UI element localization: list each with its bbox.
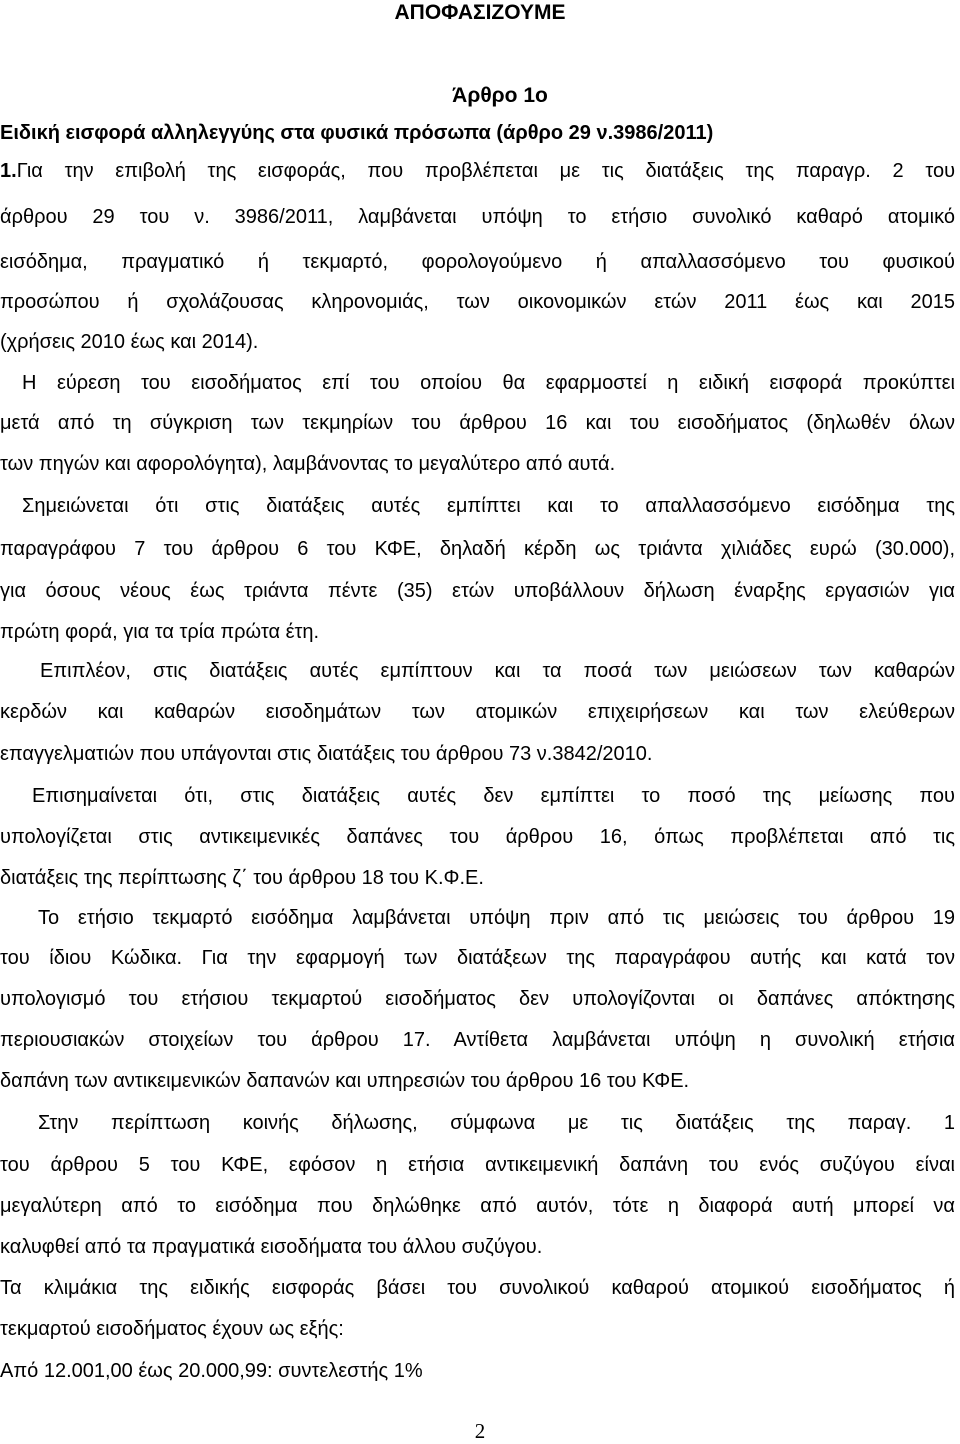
paragraph-1-line: προσώπου ή σχολάζουσας κληρονομιάς, των οικονομικών ετών 2011 έως και 2015: [0, 291, 955, 313]
paragraph-7-line: καλυφθεί από τα πραγματικά εισοδήματα του άλλου συζύγου.: [0, 1236, 543, 1258]
article-subtitle: Ειδική εισφορά αλληλεγγύης στα φυσικά πρόσωπα (άρθρο 29 ν.3986/2011): [0, 122, 714, 144]
paragraph-5-line: Επισημαίνεται ότι, στις διατάξεις αυτές δεν εμπίπτει το ποσό της μείωσης που: [32, 785, 955, 807]
paragraph-7-line: του άρθρου 5 του ΚΦΕ, εφόσον η ετήσια αντικειμενική δαπάνη του ενός συζύγου είναι: [0, 1154, 955, 1176]
paragraph-3-line: παραγράφου 7 του άρθρου 6 του ΚΦΕ, δηλαδή κέρδη ως τριάντα χιλιάδες ευρώ (30.000),: [0, 538, 955, 560]
paragraph-3-line: για όσους νέους έως τριάντα πέντε (35) ετών υποβάλλουν δήλωση έναρξης εργασιών για: [0, 580, 955, 602]
paragraph-7-line: μεγαλύτερη από το εισόδημα που δηλώθηκε από αυτόν, τότε η διαφορά αυτή μπορεί να: [0, 1195, 955, 1217]
paragraph-6-line: υπολογισμό του ετήσιου τεκμαρτού εισοδήματος δεν υπολογίζονται οι δαπάνες απόκτησης: [0, 988, 955, 1010]
paragraph-5-line: διατάξεις της περίπτωσης ζ΄ του άρθρου 18 του Κ.Φ.Ε.: [0, 867, 484, 889]
paragraph-2-line: των πηγών και αφορολόγητα), λαμβάνοντας το μεγαλύτερο από αυτά.: [0, 453, 616, 475]
document-heading: ΑΠΟΦΑΣΙΖΟΥΜΕ: [394, 1, 566, 24]
paragraph-6-line: περιουσιακών στοιχείων του άρθρου 17. Αντίθετα λαμβάνεται υπόψη η συνολική ετήσια: [0, 1029, 955, 1051]
rate-line: Από 12.001,00 έως 20.000,99: συντελεστής 1%: [0, 1360, 423, 1382]
article-title: Άρθρο 1ο: [452, 84, 548, 107]
paragraph-1-line: άρθρου 29 του ν. 3986/2011, λαμβάνεται υπόψη το ετήσιο συνολικό καθαρό ατομικό: [0, 206, 955, 228]
paragraph-3-line: Σημειώνεται ότι στις διατάξεις αυτές εμπίπτει και το απαλλασσόμενο εισόδημα της: [22, 495, 955, 517]
paragraph-3-line: πρώτη φορά, για τα τρία πρώτα έτη.: [0, 621, 320, 643]
paragraph-4-line: κερδών και καθαρών εισοδημάτων των ατομικών επιχειρήσεων και των ελεύθερων: [0, 701, 955, 723]
paragraph-8-line: Τα κλιμάκια της ειδικής εισφοράς βάσει του συνολικού καθαρού ατομικού εισοδήματος ή: [0, 1277, 955, 1299]
paragraph-1-line: 1.Για την επιβολή της εισφοράς, που προβλέπεται με τις διατάξεις της παραγρ. 2 του: [0, 160, 955, 182]
paragraph-6-line: του ίδιου Κώδικα. Για την εφαρμογή των διατάξεων της παραγράφου αυτής και κατά τον: [0, 947, 955, 969]
paragraph-6-line: Το ετήσιο τεκμαρτό εισόδημα λαμβάνεται υπόψη πριν από τις μειώσεις του άρθρου 19: [38, 907, 955, 929]
paragraph-1-line: (χρήσεις 2010 έως και 2014).: [0, 331, 259, 353]
paragraph-4-line: Επιπλέον, στις διατάξεις αυτές εμπίπτουν και τα ποσά των μειώσεων των καθαρών: [40, 660, 955, 682]
paragraph-2-line: μετά από τη σύγκριση των τεκμηρίων του άρθρου 16 και του εισοδήματος (δηλωθέν όλων: [0, 412, 955, 434]
paragraph-7-line: Στην περίπτωση κοινής δήλωσης, σύμφωνα με τις διατάξεις της παραγ. 1: [38, 1112, 955, 1134]
paragraph-2-line: Η εύρεση του εισοδήματος επί του οποίου θα εφαρμοστεί η ειδική εισφορά προκύπτει: [22, 372, 955, 394]
paragraph-1-line: εισόδημα, πραγματικό ή τεκμαρτό, φορολογούμενο ή απαλλασσόμενο του φυσικού: [0, 251, 955, 273]
paragraph-8-line: τεκμαρτού εισοδήματος έχουν ως εξής:: [0, 1318, 344, 1340]
paragraph-6-line: δαπάνη των αντικειμενικών δαπανών και υπηρεσιών του άρθρου 16 του ΚΦΕ.: [0, 1070, 690, 1092]
paragraph-number: 1.: [0, 160, 17, 182]
paragraph-5-line: υπολογίζεται στις αντικειμενικές δαπάνες του άρθρου 16, όπως προβλέπεται από τις: [0, 826, 955, 848]
page-number: 2: [474, 1419, 486, 1443]
paragraph-4-line: επαγγελματιών που υπάγονται στις διατάξεις του άρθρου 73 ν.3842/2010.: [0, 743, 653, 765]
